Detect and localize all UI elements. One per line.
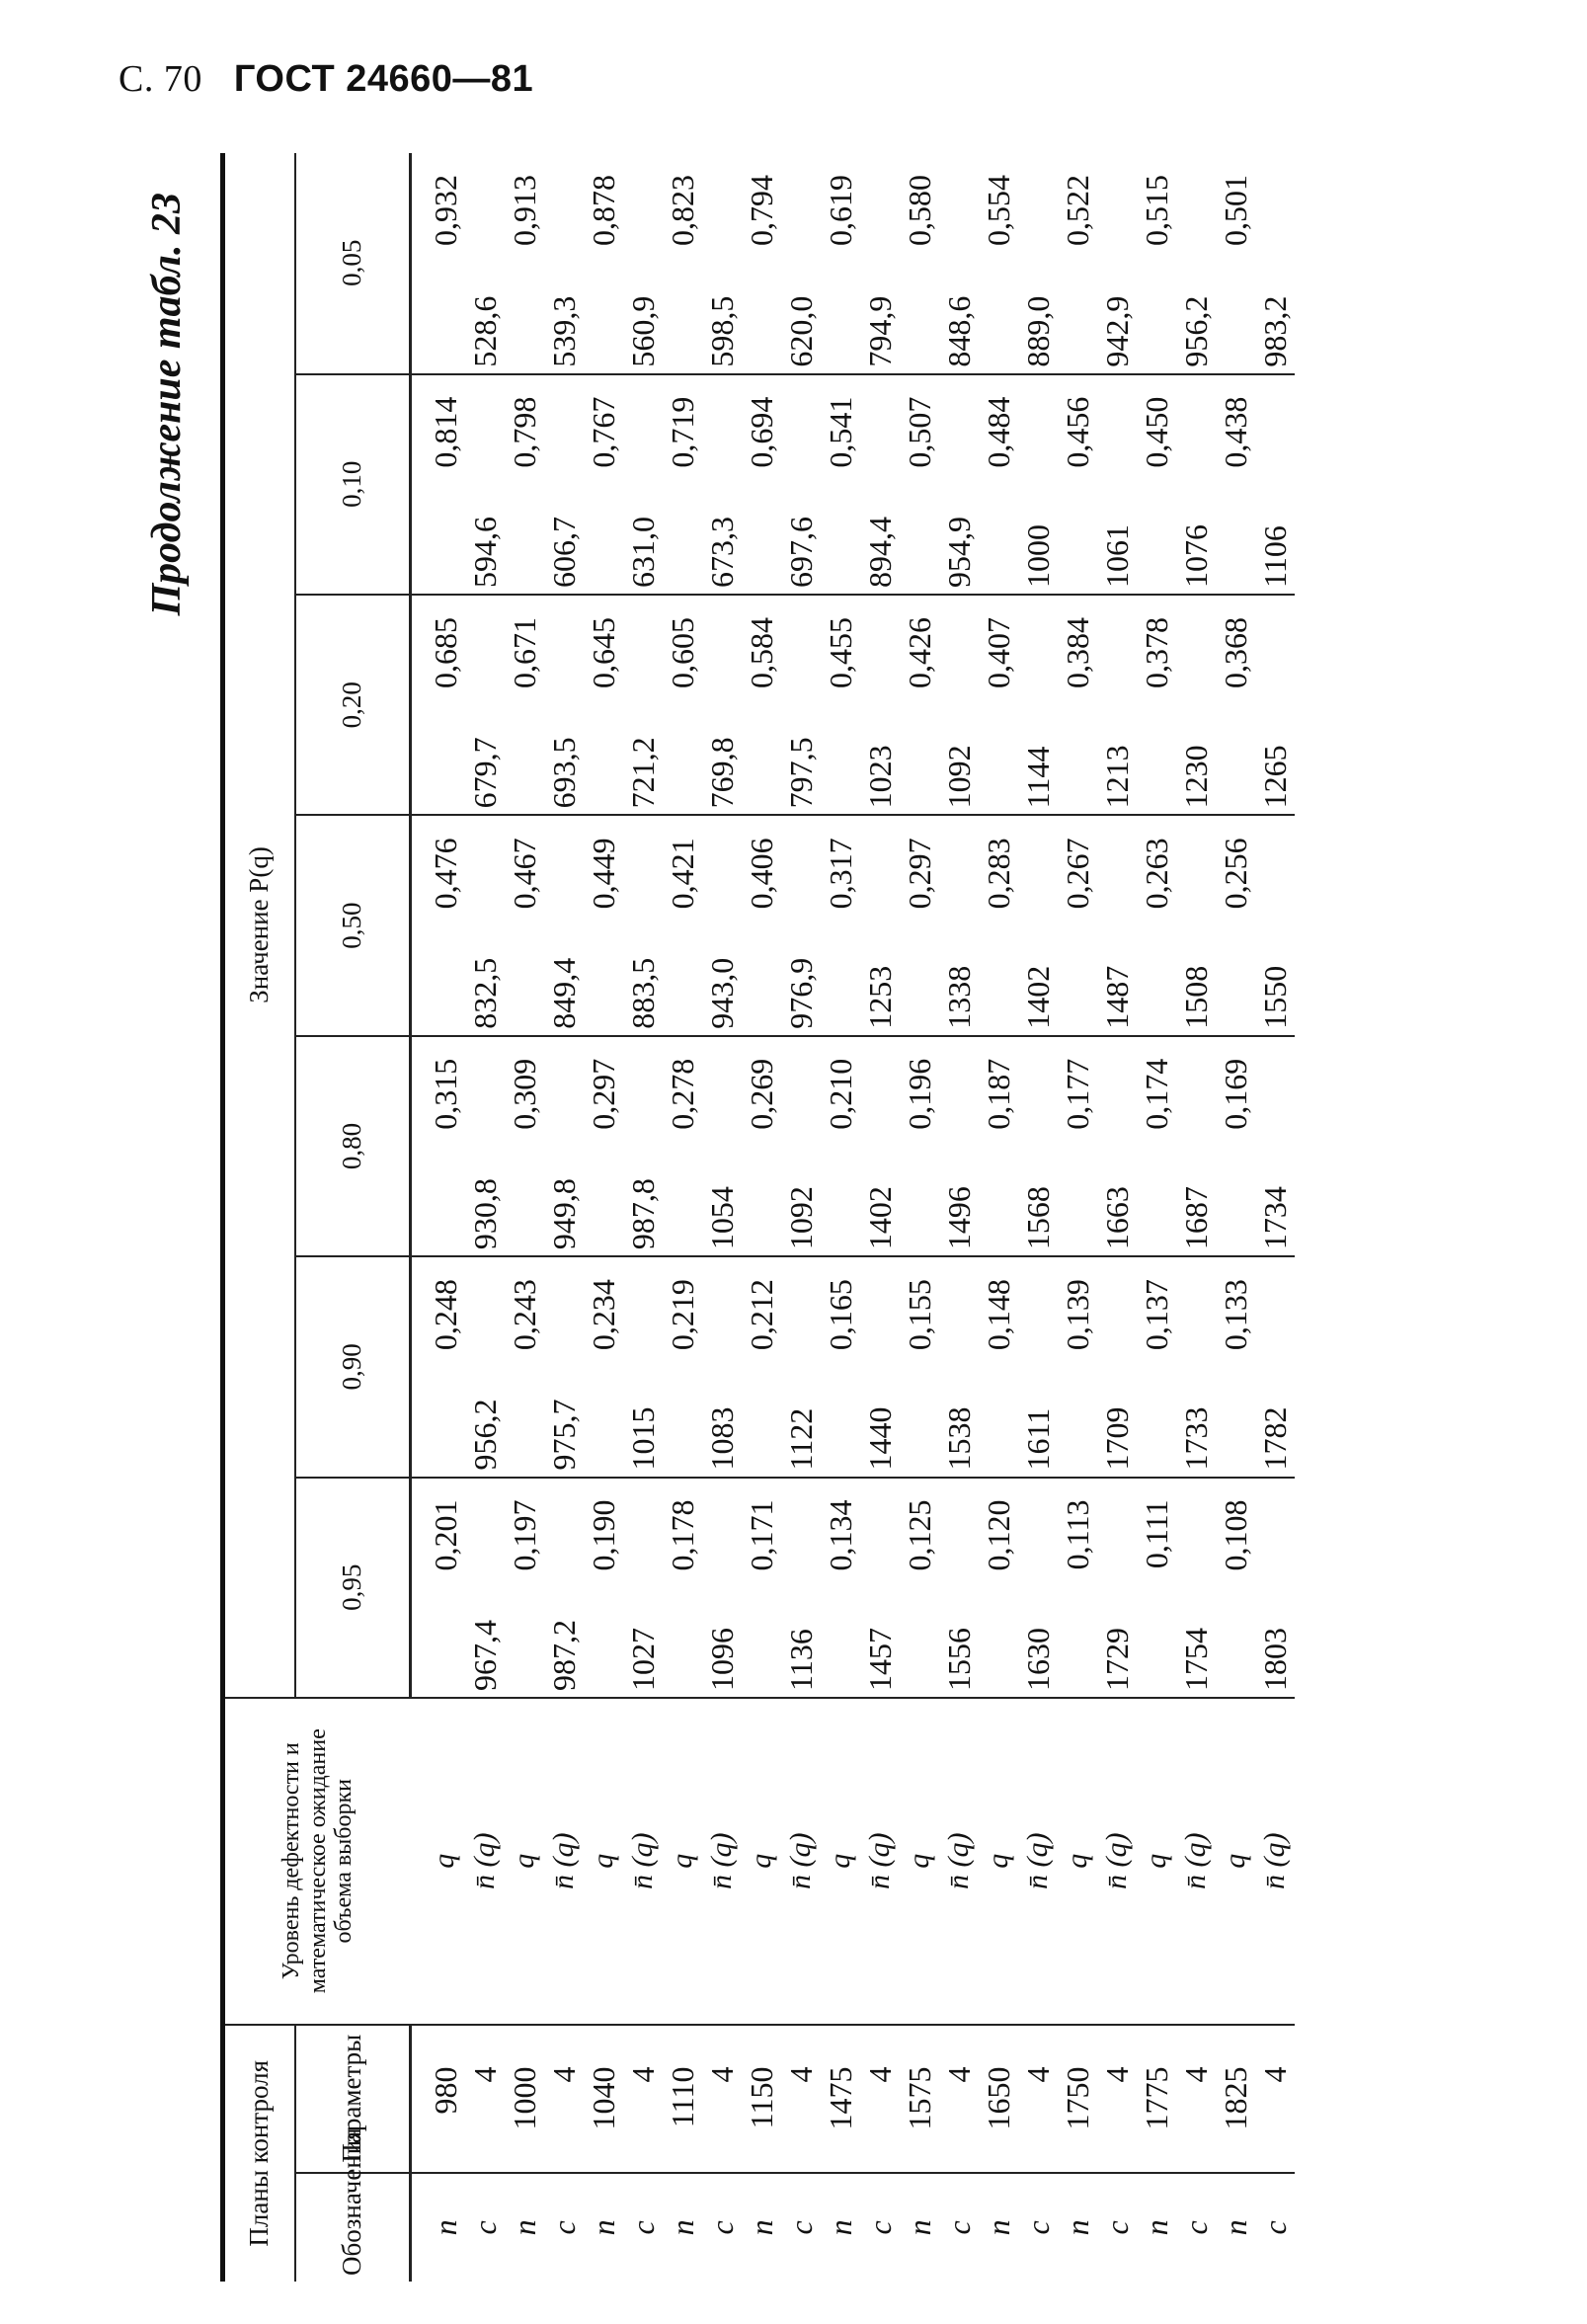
cell-value: 848,6 <box>939 153 979 374</box>
cell-level: q <box>411 1698 466 2025</box>
cell-value: 1630 <box>1018 1478 1058 1698</box>
cell-value: 528,6 <box>465 153 505 374</box>
cell-value: 1061 <box>1097 374 1137 595</box>
column-header-p-3: 0,50 <box>295 815 411 1035</box>
table-continuation-caption: Продолжение табл. 23 <box>144 193 190 616</box>
cell-level: q <box>584 1698 623 2025</box>
cell-value: 1092 <box>939 595 979 815</box>
cell-value: 1734 <box>1255 1036 1295 1256</box>
cell-value: 956,2 <box>465 1256 505 1477</box>
cell-value: 0,814 <box>411 374 466 595</box>
cell-level: n̄ (q) <box>1176 1698 1216 2025</box>
cell-designation: n <box>1138 2219 1174 2236</box>
cell-value: 0,243 <box>505 1256 544 1477</box>
cell-level: n̄ (q) <box>1097 1698 1137 2025</box>
cell-value: 0,197 <box>505 1478 544 1698</box>
cell-value: 0,134 <box>821 1478 860 1698</box>
cell-value: 1023 <box>860 595 900 815</box>
cell-parameter: 1000 <box>505 2025 544 2173</box>
cell-value: 0,515 <box>1137 153 1176 374</box>
cell-value: 1556 <box>939 1478 979 1698</box>
cell-value: 0,297 <box>900 815 939 1035</box>
cell-parameter: 4 <box>860 2025 900 2173</box>
cell-value: 0,125 <box>900 1478 939 1698</box>
cell-value: 0,605 <box>663 595 702 815</box>
cell-value: 0,426 <box>900 595 939 815</box>
cell-value: 0,212 <box>742 1256 781 1477</box>
cell-value: 976,9 <box>781 815 821 1035</box>
table-row <box>1097 153 1137 2282</box>
cell-value: 1440 <box>860 1256 900 1477</box>
column-header-p-0: 0,95 <box>295 1478 411 1698</box>
cell-designation: c <box>703 2220 740 2235</box>
cell-value: 679,7 <box>465 595 505 815</box>
cell-value: 0,248 <box>411 1256 466 1477</box>
table-row <box>623 153 663 2282</box>
cell-value: 956,2 <box>1176 153 1216 374</box>
cell-value: 1782 <box>1255 1256 1295 1477</box>
cell-value: 0,267 <box>1058 815 1097 1035</box>
cell-value: 0,137 <box>1137 1256 1176 1477</box>
cell-value: 0,378 <box>1137 595 1176 815</box>
cell-parameter: 4 <box>1176 2025 1216 2173</box>
cell-designation: n <box>743 2219 779 2236</box>
table-row <box>584 153 623 2282</box>
cell-designation: n <box>1217 2219 1253 2236</box>
cell-value: 1076 <box>1176 374 1216 595</box>
table-row <box>663 153 702 2282</box>
cell-level: n̄ (q) <box>465 1698 505 2025</box>
cell-designation: n <box>980 2219 1016 2236</box>
cell-designation: c <box>1177 2220 1214 2235</box>
cell-value: 0,148 <box>979 1256 1018 1477</box>
cell-value: 0,584 <box>742 595 781 815</box>
cell-value: 0,450 <box>1137 374 1176 595</box>
cell-value: 0,384 <box>1058 595 1097 815</box>
cell-value: 1265 <box>1255 595 1295 815</box>
cell-value: 693,5 <box>544 595 584 815</box>
cell-value: 539,3 <box>544 153 584 374</box>
table-row <box>1255 153 1295 2282</box>
cell-value: 967,4 <box>465 1478 505 1698</box>
cell-value: 1402 <box>860 1036 900 1256</box>
cell-value: 0,190 <box>584 1478 623 1698</box>
cell-designation: c <box>782 2220 819 2235</box>
cell-value: 0,645 <box>584 595 623 815</box>
cell-value: 0,685 <box>411 595 466 815</box>
cell-value: 1096 <box>702 1478 742 1698</box>
cell-value: 0,108 <box>1216 1478 1255 1698</box>
cell-parameter: 980 <box>411 2025 466 2173</box>
cell-value: 0,456 <box>1058 374 1097 595</box>
cell-value: 0,317 <box>821 815 860 1035</box>
cell-parameter: 1650 <box>979 2025 1018 2173</box>
cell-level: q <box>979 1698 1018 2025</box>
cell-value: 0,269 <box>742 1036 781 1256</box>
cell-parameter: 4 <box>781 2025 821 2173</box>
cell-parameter: 4 <box>544 2025 584 2173</box>
cell-value: 949,8 <box>544 1036 584 1256</box>
cell-parameter: 1110 <box>663 2025 702 2173</box>
cell-value: 0,111 <box>1137 1478 1176 1698</box>
cell-value: 954,9 <box>939 374 979 595</box>
cell-value: 0,501 <box>1216 153 1255 374</box>
cell-level: n̄ (q) <box>544 1698 584 2025</box>
cell-parameter: 1575 <box>900 2025 939 2173</box>
cell-value: 0,165 <box>821 1256 860 1477</box>
cell-value: 1083 <box>702 1256 742 1477</box>
cell-value: 0,174 <box>1137 1036 1176 1256</box>
cell-value: 620,0 <box>781 153 821 374</box>
cell-parameter: 1750 <box>1058 2025 1097 2173</box>
cell-value: 0,283 <box>979 815 1018 1035</box>
column-header-designation: Обозначения <box>295 2173 411 2282</box>
cell-value: 0,155 <box>900 1256 939 1477</box>
cell-value: 1136 <box>781 1478 821 1698</box>
cell-parameter: 1825 <box>1216 2025 1255 2173</box>
table-row <box>979 153 1018 2282</box>
cell-parameter: 4 <box>939 2025 979 2173</box>
table-row <box>781 153 821 2282</box>
cell-value: 0,219 <box>663 1256 702 1477</box>
cell-parameter: 4 <box>1255 2025 1295 2173</box>
column-header-level: Уровень дефектности и математическое ожидание объема выборки <box>223 1698 411 2025</box>
cell-value: 697,6 <box>781 374 821 595</box>
cell-value: 1027 <box>623 1478 663 1698</box>
cell-value: 0,169 <box>1216 1036 1255 1256</box>
cell-value: 832,5 <box>465 815 505 1035</box>
cell-level: n̄ (q) <box>860 1698 900 2025</box>
table-row <box>821 153 860 2282</box>
table-row <box>1058 153 1097 2282</box>
cell-value: 1402 <box>1018 815 1058 1035</box>
cell-level: n̄ (q) <box>1255 1698 1295 2025</box>
cell-value: 0,449 <box>584 815 623 1035</box>
cell-level: n̄ (q) <box>781 1698 821 2025</box>
cell-value: 0,932 <box>411 153 466 374</box>
cell-value: 0,438 <box>1216 374 1255 595</box>
cell-designation: n <box>1059 2219 1095 2236</box>
cell-value: 930,8 <box>465 1036 505 1256</box>
cell-value: 0,580 <box>900 153 939 374</box>
cell-value: 598,5 <box>702 153 742 374</box>
cell-level: n̄ (q) <box>1018 1698 1058 2025</box>
cell-value: 0,171 <box>742 1478 781 1698</box>
table-row <box>411 153 466 2282</box>
table-wrapper <box>220 153 1295 2282</box>
cell-value: 0,476 <box>411 815 466 1035</box>
cell-designation: n <box>585 2219 621 2236</box>
cell-value: 0,522 <box>1058 153 1097 374</box>
cell-value: 0,767 <box>584 374 623 595</box>
cell-value: 673,3 <box>702 374 742 595</box>
column-header-p-4: 0,20 <box>295 595 411 815</box>
rotated-content <box>143 153 1443 2282</box>
cell-level: q <box>900 1698 939 2025</box>
cell-value: 1122 <box>781 1256 821 1477</box>
cell-value: 631,0 <box>623 374 663 595</box>
cell-value: 1550 <box>1255 815 1295 1035</box>
cell-value: 721,2 <box>623 595 663 815</box>
cell-designation: n <box>822 2219 858 2236</box>
cell-value: 987,2 <box>544 1478 584 1698</box>
cell-parameter: 4 <box>1018 2025 1058 2173</box>
cell-value: 0,309 <box>505 1036 544 1256</box>
cell-parameter: 4 <box>623 2025 663 2173</box>
cell-parameter: 1150 <box>742 2025 781 2173</box>
cell-value: 1687 <box>1176 1036 1216 1256</box>
cell-value: 1000 <box>1018 374 1058 595</box>
column-header-p-5: 0,10 <box>295 374 411 595</box>
cell-parameter: 1040 <box>584 2025 623 2173</box>
table-row <box>742 153 781 2282</box>
cell-value: 0,719 <box>663 374 702 595</box>
cell-value: 0,196 <box>900 1036 939 1256</box>
cell-value: 606,7 <box>544 374 584 595</box>
cell-value: 0,823 <box>663 153 702 374</box>
cell-value: 594,6 <box>465 374 505 595</box>
cell-value: 1733 <box>1176 1256 1216 1477</box>
cell-value: 0,178 <box>663 1478 702 1698</box>
table-row <box>465 153 505 2282</box>
cell-value: 0,368 <box>1216 595 1255 815</box>
table-row <box>860 153 900 2282</box>
cell-value: 0,878 <box>584 153 623 374</box>
cell-value: 1144 <box>1018 595 1058 815</box>
rotated-table-area <box>143 153 1443 2282</box>
cell-parameter: 1775 <box>1137 2025 1176 2173</box>
cell-designation: n <box>506 2219 542 2236</box>
cell-value: 849,4 <box>544 815 584 1035</box>
cell-value: 889,0 <box>1018 153 1058 374</box>
table-row <box>900 153 939 2282</box>
cell-value: 1487 <box>1097 815 1137 1035</box>
cell-value: 0,278 <box>663 1036 702 1256</box>
cell-value: 769,8 <box>702 595 742 815</box>
cell-level: n̄ (q) <box>702 1698 742 2025</box>
table-row <box>1137 153 1176 2282</box>
table-row <box>505 153 544 2282</box>
cell-designation: c <box>940 2220 977 2235</box>
cell-value: 0,133 <box>1216 1256 1255 1477</box>
cell-value: 1568 <box>1018 1036 1058 1256</box>
cell-value: 1729 <box>1097 1478 1137 1698</box>
table-row <box>1216 153 1255 2282</box>
table-body <box>411 153 1296 2282</box>
cell-value: 0,120 <box>979 1478 1018 1698</box>
cell-value: 560,9 <box>623 153 663 374</box>
page-number: С. 70 <box>119 58 202 100</box>
cell-value: 0,407 <box>979 595 1018 815</box>
cell-parameter: 4 <box>465 2025 505 2173</box>
cell-value: 1663 <box>1097 1036 1137 1256</box>
cell-parameter: 1475 <box>821 2025 860 2173</box>
cell-level: n̄ (q) <box>623 1698 663 2025</box>
cell-designation: c <box>1256 2220 1293 2235</box>
cell-designation: c <box>861 2220 898 2235</box>
cell-level: q <box>1137 1698 1176 2025</box>
cell-value: 0,263 <box>1137 815 1176 1035</box>
cell-designation: c <box>624 2220 661 2235</box>
cell-value: 0,694 <box>742 374 781 595</box>
cell-value: 943,0 <box>702 815 742 1035</box>
cell-value: 1213 <box>1097 595 1137 815</box>
cell-value: 1230 <box>1176 595 1216 815</box>
column-header-parameters: Параметры <box>295 2025 411 2173</box>
cell-value: 0,201 <box>411 1478 466 1698</box>
page-header <box>111 57 533 101</box>
cell-designation: n <box>427 2219 463 2236</box>
cell-value: 983,2 <box>1255 153 1295 374</box>
cell-designation: c <box>1019 2220 1056 2235</box>
cell-level: q <box>1058 1698 1097 2025</box>
cell-level: q <box>663 1698 702 2025</box>
cell-parameter: 4 <box>702 2025 742 2173</box>
cell-value: 1496 <box>939 1036 979 1256</box>
cell-value: 1754 <box>1176 1478 1216 1698</box>
cell-value: 0,794 <box>742 153 781 374</box>
standard-code: ГОСТ 24660—81 <box>233 58 534 100</box>
cell-value: 0,467 <box>505 815 544 1035</box>
cell-designation: c <box>545 2220 582 2235</box>
cell-value: 0,297 <box>584 1036 623 1256</box>
cell-value: 0,406 <box>742 815 781 1035</box>
cell-level: q <box>1216 1698 1255 2025</box>
cell-value: 0,619 <box>821 153 860 374</box>
cell-value: 1508 <box>1176 815 1216 1035</box>
cell-value: 1253 <box>860 815 900 1035</box>
group-header-plans: Планы контроля <box>223 2025 296 2282</box>
cell-value: 0,913 <box>505 153 544 374</box>
cell-value: 0,554 <box>979 153 1018 374</box>
table-row <box>1176 153 1216 2282</box>
cell-value: 1611 <box>1018 1256 1058 1477</box>
cell-level: n̄ (q) <box>939 1698 979 2025</box>
cell-level: q <box>821 1698 860 2025</box>
cell-designation: n <box>901 2219 937 2236</box>
cell-value: 0,798 <box>505 374 544 595</box>
cell-value: 883,5 <box>623 815 663 1035</box>
cell-value: 0,507 <box>900 374 939 595</box>
cell-value: 1106 <box>1255 374 1295 595</box>
cell-designation: c <box>466 2220 503 2235</box>
cell-value: 0,187 <box>979 1036 1018 1256</box>
cell-value: 1538 <box>939 1256 979 1477</box>
cell-value: 942,9 <box>1097 153 1137 374</box>
cell-value: 0,484 <box>979 374 1018 595</box>
column-header-p-2: 0,80 <box>295 1036 411 1256</box>
cell-value: 1338 <box>939 815 979 1035</box>
cell-parameter: 4 <box>1097 2025 1137 2173</box>
cell-value: 1092 <box>781 1036 821 1256</box>
cell-value: 894,4 <box>860 374 900 595</box>
table-row <box>702 153 742 2282</box>
cell-value: 0,177 <box>1058 1036 1097 1256</box>
cell-designation: c <box>1098 2220 1135 2235</box>
cell-value: 0,541 <box>821 374 860 595</box>
column-header-p-6: 0,05 <box>295 153 411 374</box>
cell-value: 987,8 <box>623 1036 663 1256</box>
table-row <box>1018 153 1058 2282</box>
column-header-p-1: 0,90 <box>295 1256 411 1477</box>
cell-value: 0,455 <box>821 595 860 815</box>
group-header-values: Значение P(q) <box>223 153 296 1698</box>
cell-value: 0,210 <box>821 1036 860 1256</box>
sampling-plans-table <box>220 153 1295 2282</box>
table-row <box>544 153 584 2282</box>
cell-value: 797,5 <box>781 595 821 815</box>
cell-level: q <box>505 1698 544 2025</box>
cell-level: q <box>742 1698 781 2025</box>
cell-value: 1457 <box>860 1478 900 1698</box>
cell-value: 0,113 <box>1058 1478 1097 1698</box>
cell-value: 0,671 <box>505 595 544 815</box>
cell-designation: n <box>664 2219 700 2236</box>
cell-value: 0,421 <box>663 815 702 1035</box>
table-row <box>939 153 979 2282</box>
cell-value: 1803 <box>1255 1478 1295 1698</box>
cell-value: 794,9 <box>860 153 900 374</box>
cell-value: 0,139 <box>1058 1256 1097 1477</box>
cell-value: 0,315 <box>411 1036 466 1256</box>
cell-value: 1709 <box>1097 1256 1137 1477</box>
cell-value: 0,256 <box>1216 815 1255 1035</box>
cell-value: 1054 <box>702 1036 742 1256</box>
cell-value: 1015 <box>623 1256 663 1477</box>
cell-value: 975,7 <box>544 1256 584 1477</box>
cell-value: 0,234 <box>584 1256 623 1477</box>
